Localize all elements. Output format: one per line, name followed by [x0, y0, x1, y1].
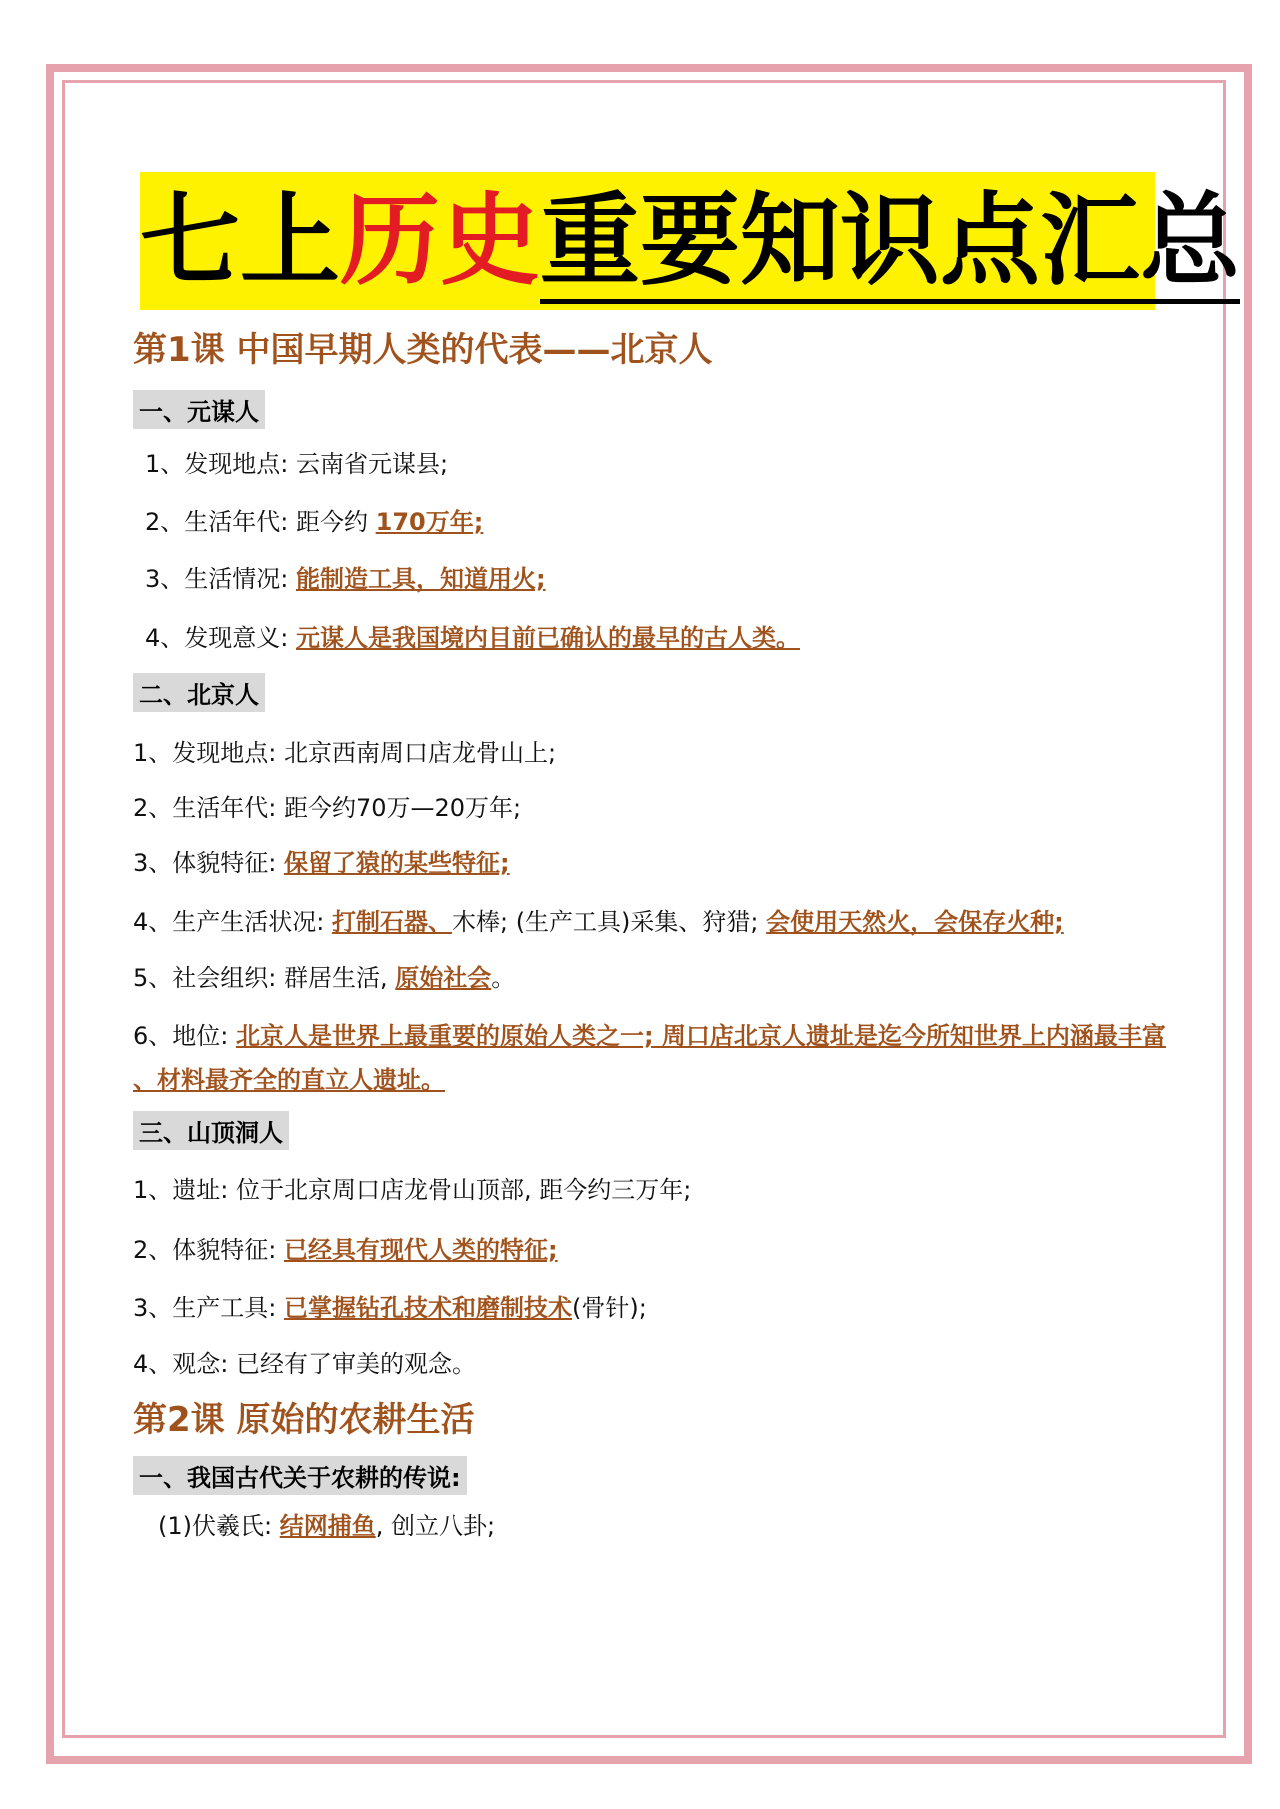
section-farming-legends: 一、我国古代关于农耕的传说: [133, 1456, 467, 1495]
plain-text: 2、生活年代: 距今约 [145, 508, 376, 536]
plain-text: , 创立八卦; [375, 1512, 496, 1540]
plain-text: 1、发现地点: 云南省元谋县; [145, 450, 449, 478]
highlight-text: 已经具有现代人类的特征; [283, 1236, 558, 1264]
highlight-text: 会使用天然火，会保存火种; [766, 908, 1064, 936]
list-item [133, 733, 556, 768]
highlight-text: 已掌握钻孔技术和磨制技术 [283, 1294, 572, 1322]
section-yuanmou: 一、元谋人 [133, 390, 265, 429]
highlight-text: 元谋人是我国境内目前已确认的最早的古人类。 [295, 624, 800, 652]
list-item [133, 1060, 445, 1095]
list-item [133, 1230, 558, 1265]
highlight-text: 170万年; [375, 508, 484, 536]
list-item [133, 958, 515, 993]
list-item [133, 1288, 647, 1323]
plain-text: (骨针); [571, 1294, 647, 1322]
plain-text: 4、观念: 已经有了审美的观念。 [133, 1350, 476, 1378]
plain-text: 1、遗址: 位于北京周口店龙骨山顶部, 距今约三万年; [133, 1176, 692, 1204]
list-item [133, 1344, 476, 1379]
list-item [133, 1016, 1166, 1051]
highlight-text: 、材料最齐全的直立人遗址。 [133, 1066, 445, 1094]
list-item [133, 788, 521, 823]
highlight-text: 结网捕鱼 [279, 1512, 376, 1540]
plain-text: 3、生活情况: [145, 565, 296, 593]
list-item [145, 618, 800, 653]
highlight-text: 原始社会 [395, 964, 492, 992]
plain-text: 。 [491, 964, 516, 992]
list-item [133, 843, 510, 878]
highlight-text: 北京人是世界上最重要的原始人类之一; 周口店北京人遗址是迄今所知世界上内涵最丰富 [235, 1022, 1166, 1050]
list-item [145, 502, 483, 537]
list-item [133, 902, 1064, 937]
plain-text: 5、社会组织: 群居生活, [133, 964, 396, 992]
plain-text: 4、发现意义: [145, 624, 296, 652]
list-item [145, 444, 448, 479]
plain-text: 2、生活年代: 距今约70万—20万年; [133, 794, 522, 822]
list-item [133, 1170, 691, 1205]
plain-text: 1、发现地点: 北京西南周口店龙骨山上; [133, 739, 557, 767]
plain-text: 2、体貌特征: [133, 1236, 284, 1264]
plain-text: 4、生产生活状况: [133, 908, 332, 936]
highlight-text: 保留了猿的某些特征; [283, 849, 510, 877]
highlight-text: 能制造工具，知道用火; [295, 565, 546, 593]
plain-text: 3、生产工具: [133, 1294, 284, 1322]
plain-text: 6、地位: [133, 1022, 236, 1050]
lesson-2-title: 第2课 原始的农耕生活 [133, 1400, 475, 1440]
list-item [158, 1506, 495, 1541]
lesson-1-title: 第1课 中国早期人类的代表——北京人 [133, 330, 713, 370]
highlight-text: 打制石器、 [331, 908, 452, 936]
list-item [145, 559, 546, 594]
plain-text: 木棒; (生产工具)采集、狩猎; [451, 908, 767, 936]
plain-text: 3、体貌特征: [133, 849, 284, 877]
page-title: 七上历史重要知识点汇总 [140, 172, 1155, 310]
plain-text: (1)伏羲氏: [158, 1512, 280, 1540]
section-shandingdong: 三、山顶洞人 [133, 1111, 289, 1150]
section-beijing: 二、北京人 [133, 673, 265, 712]
